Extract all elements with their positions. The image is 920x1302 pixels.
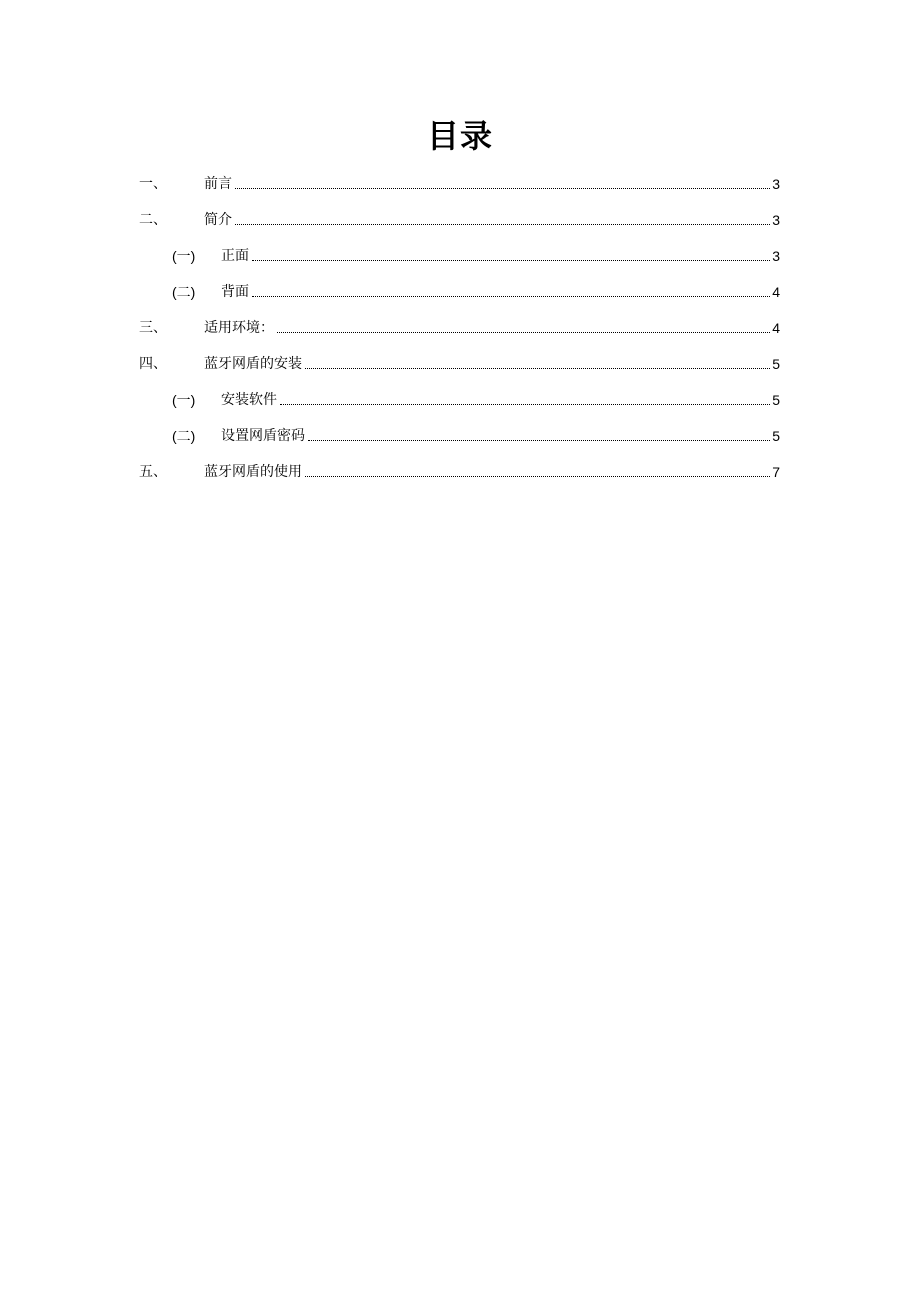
- toc-page-number: 5: [772, 392, 780, 408]
- toc-entry-number: 三、: [139, 320, 167, 336]
- toc-entry-number: (二): [172, 284, 196, 300]
- toc-dot-leader: [308, 426, 770, 446]
- toc-list: [139, 166, 780, 490]
- toc-entry-7[interactable]: [139, 382, 780, 418]
- toc-dot-leader: [280, 390, 770, 410]
- toc-dot-leader: [235, 210, 770, 230]
- toc-dot-leader: [277, 318, 770, 338]
- toc-dot-leader: [305, 354, 770, 374]
- toc-entry-2[interactable]: [139, 202, 780, 238]
- toc-entry-number: 二、: [139, 212, 167, 228]
- toc-entry-9[interactable]: [139, 454, 780, 490]
- toc-page-number: 4: [772, 320, 780, 336]
- toc-entry-4[interactable]: [139, 274, 780, 310]
- toc-entry-text: 蓝牙网盾的使用: [204, 464, 302, 480]
- toc-page-number: 7: [772, 464, 780, 480]
- toc-entry-number: 四、: [139, 356, 167, 372]
- toc-dot-leader: [235, 174, 770, 194]
- toc-entry-text: 简介: [204, 212, 232, 228]
- toc-entry-number: (一): [172, 392, 196, 408]
- toc-entry-text: 适用环境：: [204, 320, 274, 336]
- toc-entry-text: 安装软件: [221, 392, 277, 408]
- toc-page-number: 5: [772, 356, 780, 372]
- toc-entry-text: 前言: [204, 176, 232, 192]
- toc-page-number: 5: [772, 428, 780, 444]
- toc-page-number: 4: [772, 284, 780, 300]
- toc-entry-6[interactable]: [139, 346, 780, 382]
- toc-page-number: 3: [772, 248, 780, 264]
- toc-entry-3[interactable]: [139, 238, 780, 274]
- toc-entry-text: 蓝牙网盾的安装: [204, 356, 302, 372]
- toc-entry-text: 正面: [221, 248, 249, 264]
- toc-title: 目录: [426, 117, 493, 155]
- toc-entry-text: 背面: [221, 284, 249, 300]
- toc-dot-leader: [252, 282, 770, 302]
- toc-entry-number: (一): [172, 248, 196, 264]
- toc-entry-1[interactable]: [139, 166, 780, 202]
- toc-page-number: 3: [772, 176, 780, 192]
- toc-entry-number: 五、: [139, 464, 167, 480]
- toc-dot-leader: [305, 462, 770, 482]
- toc-entry-number: 一、: [139, 176, 167, 192]
- toc-entry-5[interactable]: [139, 310, 780, 346]
- toc-dot-leader: [252, 246, 770, 266]
- toc-entry-number: (二): [172, 428, 196, 444]
- toc-page-number: 3: [772, 212, 780, 228]
- toc-entry-text: 设置网盾密码: [221, 428, 305, 444]
- toc-entry-8[interactable]: [139, 418, 780, 454]
